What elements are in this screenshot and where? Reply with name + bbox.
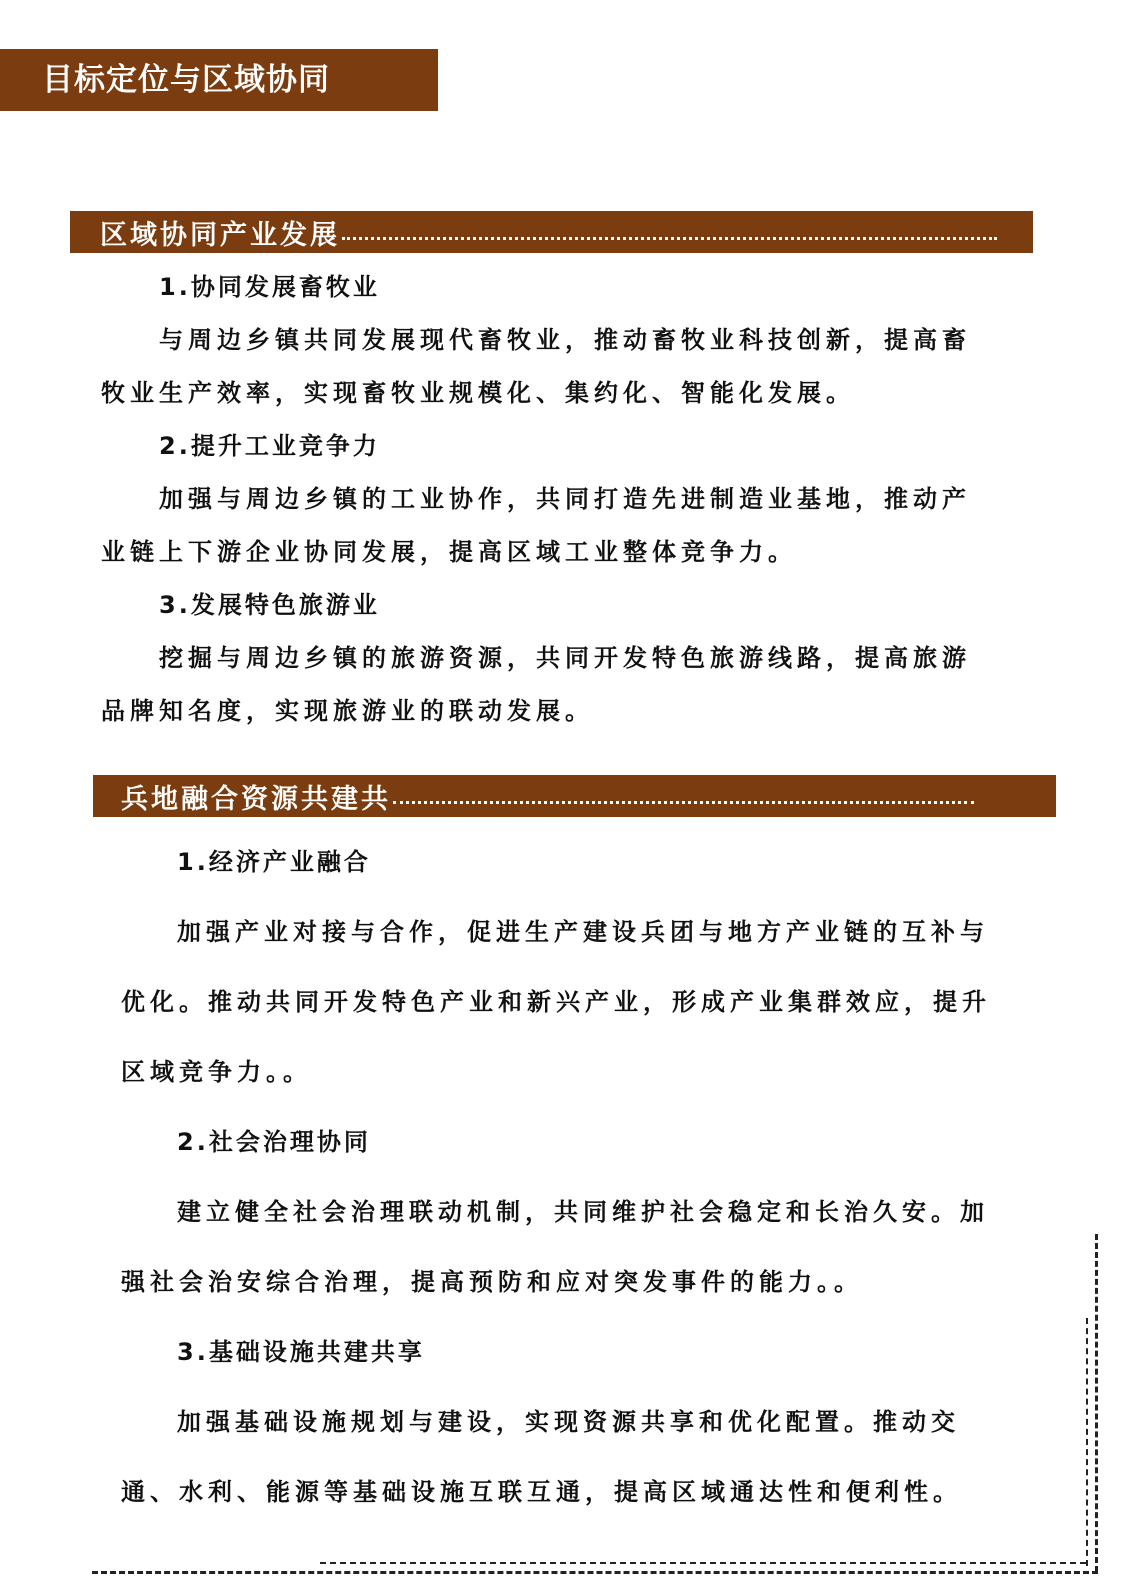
- dashed-frame-right-inner: [1086, 1318, 1088, 1566]
- section-body-regional-industry: [101, 261, 981, 738]
- item-heading: 2.提升工业竞争力: [159, 432, 380, 460]
- item-text: 加强产业对接与合作，促进生产建设兵团与地方产业链的互补与优化。推动共同开发特色产业和新兴产业，形成产业集群效应，提升区域竞争力。。: [121, 918, 991, 1086]
- item-heading: 1.协同发展畜牧业: [159, 273, 380, 301]
- dashed-frame-bottom-inner: [320, 1562, 1086, 1564]
- section-header-regional-industry: [70, 211, 1033, 253]
- section-header-integration: [93, 775, 1056, 817]
- dotted-leader: [342, 237, 997, 240]
- item-text: 加强与周边乡镇的工业协作，共同打造先进制造业基地，推动产业链上下游企业协同发展，提高区域工业整体竞争力。: [101, 485, 971, 566]
- dashed-frame-right: [1095, 1234, 1098, 1572]
- section-title: 兵地融合资源共建共: [121, 783, 391, 815]
- item-text: 与周边乡镇共同发展现代畜牧业，推动畜牧业科技创新，提高畜牧业生产效率，实现畜牧业规模化、集约化、智能化发展。: [101, 326, 971, 407]
- item-heading: 3.发展特色旅游业: [159, 591, 380, 619]
- item-heading: 2.社会治理协同: [177, 1128, 371, 1156]
- item-text: 挖掘与周边乡镇的旅游资源，共同开发特色旅游线路，提高旅游品牌知名度，实现旅游业的联动发展。: [101, 644, 971, 725]
- item-heading: 1.经济产业融合: [177, 848, 371, 876]
- item-text: 建立健全社会治理联动机制，共同维护社会稳定和长治久安。加强社会治安综合治理，提高预防和应对突发事件的能力。。: [121, 1198, 989, 1296]
- item-text: 加强基础设施规划与建设，实现资源共享和优化配置。推动交通、水利、能源等基础设施互联互通，提高区域通达性和便利性。: [121, 1408, 962, 1506]
- dotted-leader: [393, 801, 974, 804]
- item-heading: 3.基础设施共建共享: [177, 1338, 425, 1366]
- page-title: 目标定位与区域协同: [0, 49, 438, 111]
- dashed-frame-bottom: [92, 1571, 1098, 1574]
- section-body-integration: [121, 827, 1016, 1527]
- section-title: 区域协同产业发展: [100, 219, 340, 251]
